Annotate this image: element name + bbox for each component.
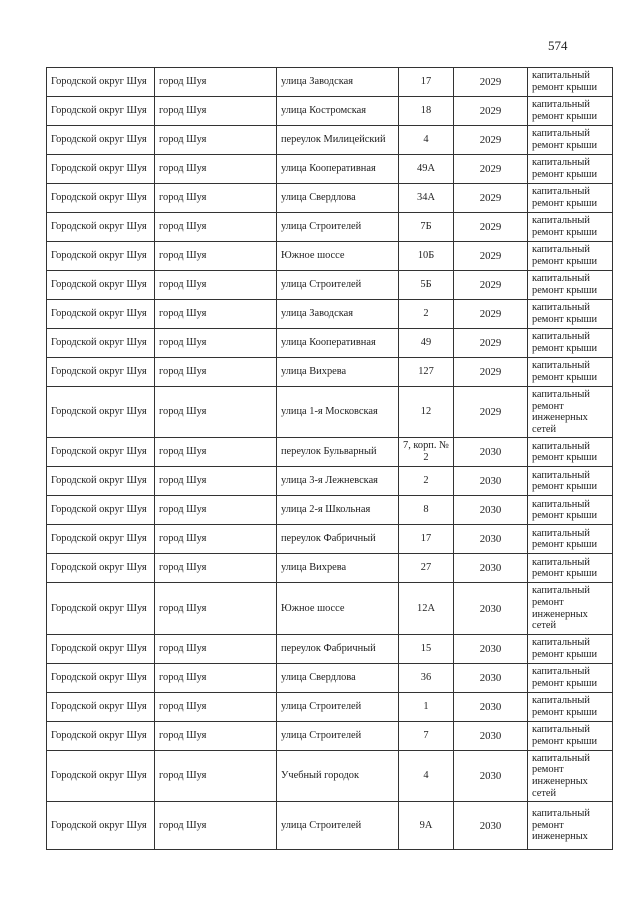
house-number-cell: 34А — [399, 184, 454, 213]
work-type-cell: капитальный ремонт инженерных сетей — [528, 387, 613, 438]
city-cell: город Шуя — [155, 554, 277, 583]
okrug-cell: Городской округ Шуя — [47, 358, 155, 387]
okrug-cell: Городской округ Шуя — [47, 126, 155, 155]
house-number-cell: 2 — [399, 467, 454, 496]
city-cell: город Шуя — [155, 750, 277, 801]
okrug-cell: Городской округ Шуя — [47, 554, 155, 583]
house-number-cell: 5Б — [399, 271, 454, 300]
year-cell: 2030 — [454, 663, 528, 692]
work-type-cell: капитальный ремонт крыши — [528, 663, 613, 692]
city-cell: город Шуя — [155, 155, 277, 184]
city-cell: город Шуя — [155, 271, 277, 300]
house-number-cell: 7 — [399, 721, 454, 750]
house-number-cell: 12А — [399, 583, 454, 634]
table-row — [47, 467, 613, 496]
house-number-cell: 49 — [399, 329, 454, 358]
work-type-cell: капитальный ремонт крыши — [528, 68, 613, 97]
street-cell: переулок Фабричный — [277, 634, 399, 663]
street-cell: улица 2-я Школьная — [277, 496, 399, 525]
work-type-cell: капитальный ремонт крыши — [528, 438, 613, 467]
city-cell: город Шуя — [155, 387, 277, 438]
house-number-cell: 4 — [399, 126, 454, 155]
okrug-cell: Городской округ Шуя — [47, 467, 155, 496]
city-cell: город Шуя — [155, 467, 277, 496]
okrug-cell: Городской округ Шуя — [47, 721, 155, 750]
work-type-cell: капитальный ремонт крыши — [528, 300, 613, 329]
year-cell: 2030 — [454, 554, 528, 583]
okrug-cell: Городской округ Шуя — [47, 802, 155, 850]
okrug-cell: Городской округ Шуя — [47, 387, 155, 438]
table-row — [47, 663, 613, 692]
street-cell: улица 3-я Лежневская — [277, 467, 399, 496]
year-cell: 2030 — [454, 467, 528, 496]
work-type-cell: капитальный ремонт крыши — [528, 721, 613, 750]
city-cell: город Шуя — [155, 634, 277, 663]
house-number-cell: 15 — [399, 634, 454, 663]
table-row — [47, 329, 613, 358]
city-cell: город Шуя — [155, 438, 277, 467]
table-row — [47, 634, 613, 663]
work-type-cell: капитальный ремонт крыши — [528, 97, 613, 126]
street-cell: улица Кооперативная — [277, 155, 399, 184]
street-cell: переулок Бульварный — [277, 438, 399, 467]
street-cell: улица Свердлова — [277, 663, 399, 692]
table-row — [47, 750, 613, 801]
work-type-cell: капитальный ремонт крыши — [528, 358, 613, 387]
city-cell: город Шуя — [155, 721, 277, 750]
table-row — [47, 438, 613, 467]
work-type-cell: капитальный ремонт крыши — [528, 155, 613, 184]
work-type-cell: капитальный ремонт крыши — [528, 213, 613, 242]
city-cell: город Шуя — [155, 97, 277, 126]
city-cell: город Шуя — [155, 583, 277, 634]
city-cell: город Шуя — [155, 802, 277, 850]
year-cell: 2029 — [454, 184, 528, 213]
table-row — [47, 525, 613, 554]
table-row — [47, 155, 613, 184]
table-row — [47, 97, 613, 126]
okrug-cell: Городской округ Шуя — [47, 97, 155, 126]
year-cell: 2030 — [454, 802, 528, 850]
work-type-cell: капитальный ремонт инженерных сетей — [528, 750, 613, 801]
house-number-cell: 18 — [399, 97, 454, 126]
house-number-cell: 8 — [399, 496, 454, 525]
okrug-cell: Городской округ Шуя — [47, 496, 155, 525]
street-cell: переулок Милицейский — [277, 126, 399, 155]
page-number: 574 — [548, 38, 568, 53]
table-row — [47, 213, 613, 242]
registry-table-body — [47, 68, 613, 850]
okrug-cell: Городской округ Шуя — [47, 213, 155, 242]
house-number-cell: 7Б — [399, 213, 454, 242]
street-cell: улица Свердлова — [277, 184, 399, 213]
okrug-cell: Городской округ Шуя — [47, 692, 155, 721]
city-cell: город Шуя — [155, 68, 277, 97]
table-row — [47, 68, 613, 97]
okrug-cell: Городской округ Шуя — [47, 271, 155, 300]
table-row — [47, 242, 613, 271]
city-cell: город Шуя — [155, 184, 277, 213]
work-type-cell: капитальный ремонт инженерных — [528, 802, 613, 850]
street-cell: переулок Фабричный — [277, 525, 399, 554]
street-cell: улица Кооперативная — [277, 329, 399, 358]
work-type-cell: капитальный ремонт крыши — [528, 329, 613, 358]
year-cell: 2030 — [454, 750, 528, 801]
year-cell: 2029 — [454, 271, 528, 300]
okrug-cell: Городской округ Шуя — [47, 663, 155, 692]
work-type-cell: капитальный ремонт крыши — [528, 634, 613, 663]
year-cell: 2030 — [454, 692, 528, 721]
year-cell: 2029 — [454, 358, 528, 387]
table-row — [47, 583, 613, 634]
table-row — [47, 802, 613, 850]
work-type-cell: капитальный ремонт крыши — [528, 554, 613, 583]
house-number-cell: 9А — [399, 802, 454, 850]
city-cell: город Шуя — [155, 496, 277, 525]
work-type-cell: капитальный ремонт крыши — [528, 496, 613, 525]
house-number-cell: 10Б — [399, 242, 454, 271]
year-cell: 2029 — [454, 387, 528, 438]
city-cell: город Шуя — [155, 126, 277, 155]
table-row — [47, 300, 613, 329]
year-cell: 2029 — [454, 97, 528, 126]
okrug-cell: Городской округ Шуя — [47, 750, 155, 801]
okrug-cell: Городской округ Шуя — [47, 525, 155, 554]
house-number-cell: 4 — [399, 750, 454, 801]
street-cell: улица Заводская — [277, 68, 399, 97]
year-cell: 2030 — [454, 721, 528, 750]
okrug-cell: Городской округ Шуя — [47, 329, 155, 358]
okrug-cell: Городской округ Шуя — [47, 438, 155, 467]
house-number-cell: 12 — [399, 387, 454, 438]
city-cell: город Шуя — [155, 525, 277, 554]
street-cell: улица Строителей — [277, 802, 399, 850]
work-type-cell: капитальный ремонт крыши — [528, 525, 613, 554]
city-cell: город Шуя — [155, 242, 277, 271]
street-cell: улица Строителей — [277, 271, 399, 300]
street-cell: улица Строителей — [277, 692, 399, 721]
work-type-cell: капитальный ремонт инженерных сетей — [528, 583, 613, 634]
street-cell: Южное шоссе — [277, 242, 399, 271]
street-cell: Южное шоссе — [277, 583, 399, 634]
street-cell: улица Вихрева — [277, 554, 399, 583]
table-row — [47, 496, 613, 525]
okrug-cell: Городской округ Шуя — [47, 242, 155, 271]
okrug-cell: Городской округ Шуя — [47, 155, 155, 184]
street-cell: улица Вихрева — [277, 358, 399, 387]
table-row — [47, 554, 613, 583]
registry-table — [46, 67, 613, 850]
table-row — [47, 126, 613, 155]
okrug-cell: Городской округ Шуя — [47, 583, 155, 634]
street-cell: улица 1-я Московская — [277, 387, 399, 438]
year-cell: 2029 — [454, 242, 528, 271]
street-cell: Учебный городок — [277, 750, 399, 801]
street-cell: улица Костромская — [277, 97, 399, 126]
city-cell: город Шуя — [155, 358, 277, 387]
work-type-cell: капитальный ремонт крыши — [528, 692, 613, 721]
street-cell: улица Строителей — [277, 213, 399, 242]
table-row — [47, 184, 613, 213]
year-cell: 2030 — [454, 438, 528, 467]
year-cell: 2030 — [454, 583, 528, 634]
okrug-cell: Городской округ Шуя — [47, 184, 155, 213]
okrug-cell: Городской округ Шуя — [47, 300, 155, 329]
okrug-cell: Городской округ Шуя — [47, 634, 155, 663]
table-row — [47, 358, 613, 387]
house-number-cell: 17 — [399, 525, 454, 554]
year-cell: 2029 — [454, 155, 528, 184]
year-cell: 2029 — [454, 126, 528, 155]
city-cell: город Шуя — [155, 213, 277, 242]
year-cell: 2029 — [454, 300, 528, 329]
house-number-cell: 1 — [399, 692, 454, 721]
table-row — [47, 387, 613, 438]
work-type-cell: капитальный ремонт крыши — [528, 242, 613, 271]
work-type-cell: капитальный ремонт крыши — [528, 126, 613, 155]
okrug-cell: Городской округ Шуя — [47, 68, 155, 97]
table-row — [47, 692, 613, 721]
street-cell: улица Строителей — [277, 721, 399, 750]
work-type-cell: капитальный ремонт крыши — [528, 271, 613, 300]
city-cell: город Шуя — [155, 663, 277, 692]
street-cell: улица Заводская — [277, 300, 399, 329]
year-cell: 2030 — [454, 634, 528, 663]
house-number-cell: 2 — [399, 300, 454, 329]
house-number-cell: 36 — [399, 663, 454, 692]
house-number-cell: 27 — [399, 554, 454, 583]
city-cell: город Шуя — [155, 692, 277, 721]
work-type-cell: капитальный ремонт крыши — [528, 467, 613, 496]
house-number-cell: 127 — [399, 358, 454, 387]
city-cell: город Шуя — [155, 329, 277, 358]
house-number-cell: 17 — [399, 68, 454, 97]
table-row — [47, 271, 613, 300]
house-number-cell: 7, корп. № 2 — [399, 438, 454, 467]
year-cell: 2029 — [454, 68, 528, 97]
year-cell: 2029 — [454, 329, 528, 358]
city-cell: город Шуя — [155, 300, 277, 329]
work-type-cell: капитальный ремонт крыши — [528, 184, 613, 213]
house-number-cell: 49А — [399, 155, 454, 184]
table-row — [47, 721, 613, 750]
year-cell: 2029 — [454, 213, 528, 242]
year-cell: 2030 — [454, 525, 528, 554]
year-cell: 2030 — [454, 496, 528, 525]
